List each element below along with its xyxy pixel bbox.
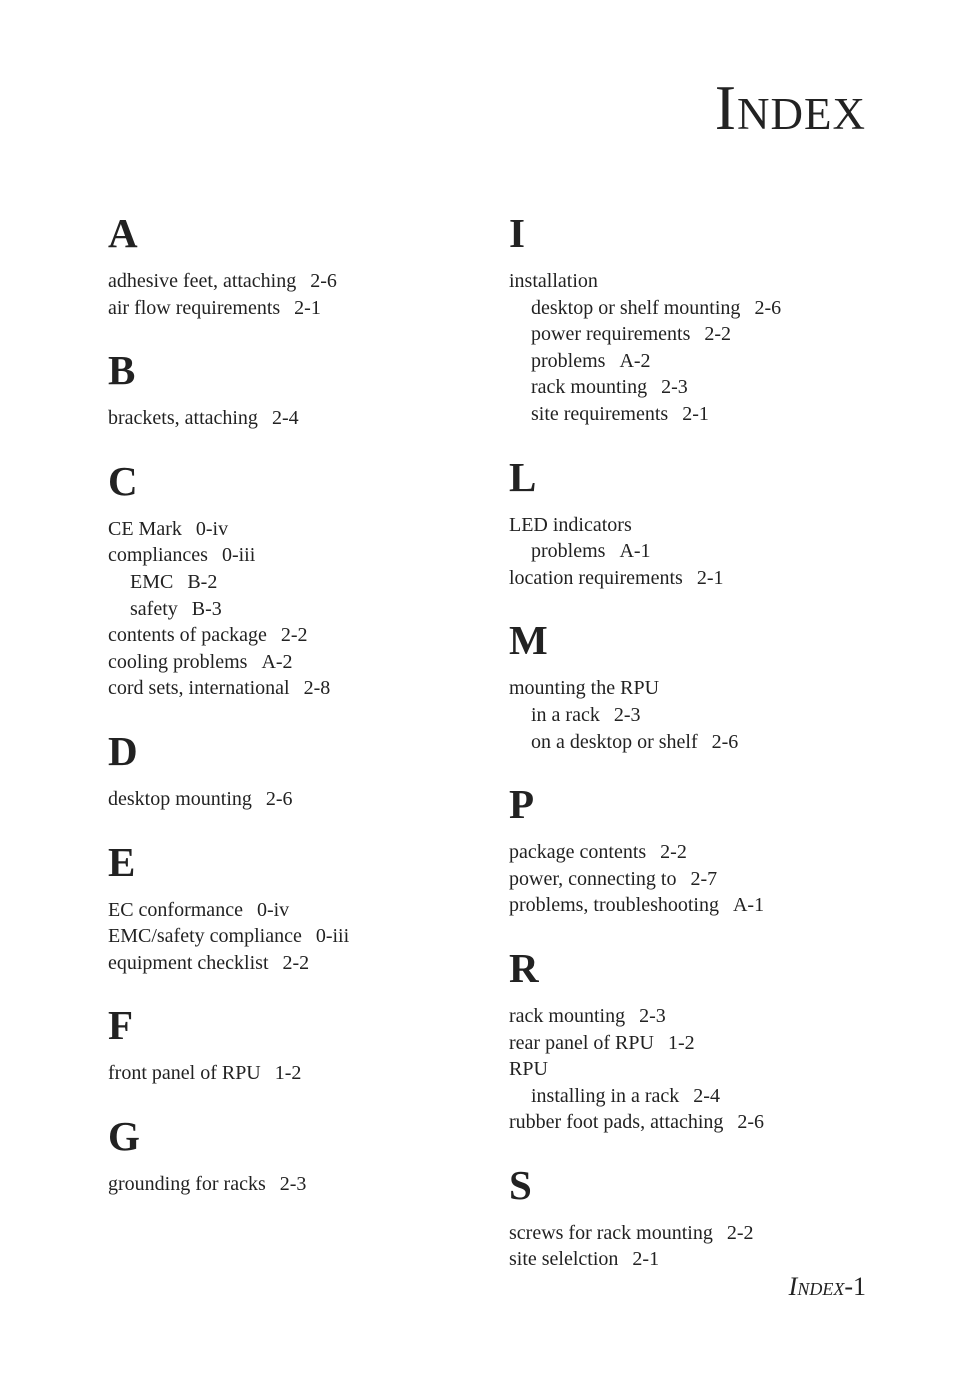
index-entry xyxy=(509,675,869,702)
entry-term: air flow requirements xyxy=(108,296,281,319)
entry-page-ref: 2-2 xyxy=(660,841,687,864)
entry-list xyxy=(509,1220,869,1273)
index-section-m xyxy=(509,615,869,755)
index-subentry xyxy=(509,1083,869,1110)
index-section-e xyxy=(108,837,468,977)
entry-term: desktop or shelf mounting xyxy=(531,296,741,319)
entry-term: site requirements xyxy=(531,402,669,425)
entry-page-ref: A-2 xyxy=(261,650,293,673)
entry-list xyxy=(108,516,468,702)
index-subentry xyxy=(509,374,869,401)
entry-term: cord sets, international xyxy=(108,677,290,700)
entry-page-ref: 0-iv xyxy=(256,898,290,921)
entry-list xyxy=(509,839,869,919)
index-entry xyxy=(108,649,468,676)
entry-term: problems, troubleshooting xyxy=(509,894,719,917)
entry-list xyxy=(509,675,869,755)
entry-page-ref: 2-2 xyxy=(282,951,310,974)
entry-term: EMC xyxy=(130,570,174,593)
index-entry xyxy=(509,268,869,295)
entry-page-ref: 2-4 xyxy=(271,407,299,430)
entry-term: problems xyxy=(531,540,606,563)
entry-page-ref: 2-2 xyxy=(726,1221,754,1244)
section-letter: F xyxy=(108,1002,134,1049)
page-footer xyxy=(789,1272,866,1302)
entry-list xyxy=(509,512,869,592)
index-entry xyxy=(108,923,468,950)
entry-list xyxy=(108,405,468,432)
section-letter: L xyxy=(509,453,537,500)
entry-term: CE Mark xyxy=(108,517,182,540)
entry-page-ref: B-2 xyxy=(187,570,218,593)
entry-term: desktop mounting xyxy=(108,787,252,810)
entry-term: installation xyxy=(509,270,598,292)
index-entry xyxy=(509,839,869,866)
entry-page-ref: 2-6 xyxy=(265,787,293,810)
entry-page-ref: 2-1 xyxy=(294,296,321,319)
footer-page-number: -1 xyxy=(844,1272,866,1301)
entry-term: location requirements xyxy=(509,566,683,589)
index-entry xyxy=(108,405,468,432)
index-entry xyxy=(108,295,468,322)
index-entry xyxy=(509,1220,869,1247)
entry-page-ref: 2-4 xyxy=(693,1084,720,1107)
index-entry xyxy=(108,897,468,924)
index-section-s xyxy=(509,1160,869,1273)
index-section-g xyxy=(108,1111,468,1198)
entry-page-ref: 2-3 xyxy=(639,1004,666,1027)
entry-term: rack mounting xyxy=(509,1004,626,1027)
entry-term: grounding for racks xyxy=(108,1172,266,1195)
index-section-i xyxy=(509,208,869,428)
entry-page-ref: 2-3 xyxy=(661,376,688,399)
entry-term: power, connecting to xyxy=(509,867,677,890)
index-section-p xyxy=(509,779,869,919)
index-subentry xyxy=(509,702,869,729)
entry-term: power requirements xyxy=(531,323,691,346)
entry-page-ref: 2-2 xyxy=(280,624,308,647)
entry-page-ref: 0-iv xyxy=(195,517,229,540)
index-section-c xyxy=(108,456,468,702)
index-entry xyxy=(509,1003,869,1030)
entry-term: on a desktop or shelf xyxy=(531,730,698,753)
index-subentry xyxy=(108,569,468,596)
index-column-left xyxy=(108,208,468,1222)
entry-term: screws for rack mounting xyxy=(509,1221,713,1244)
entry-page-ref: 2-1 xyxy=(696,566,724,589)
entry-page-ref: 2-7 xyxy=(690,867,718,890)
index-entry xyxy=(509,1109,869,1136)
entry-page-ref: 2-3 xyxy=(613,703,641,726)
section-letter: R xyxy=(509,944,539,991)
index-entry xyxy=(108,268,468,295)
section-letter: D xyxy=(108,727,138,774)
entry-page-ref: 2-6 xyxy=(310,270,337,292)
index-entry xyxy=(108,1060,468,1087)
footer-label: Index xyxy=(788,1272,845,1301)
entry-term: safety xyxy=(130,597,178,620)
entry-page-ref: 0-iii xyxy=(221,544,256,567)
index-subentry xyxy=(509,729,869,756)
section-letter: E xyxy=(108,838,136,885)
section-letter: P xyxy=(509,781,535,828)
entry-page-ref: B-3 xyxy=(191,597,222,620)
page-title: Index xyxy=(714,72,866,143)
entry-page-ref: 1-2 xyxy=(667,1031,695,1054)
index-entry xyxy=(108,622,468,649)
index-subentry xyxy=(509,295,869,322)
entry-page-ref: 1-2 xyxy=(274,1062,302,1085)
entry-page-ref: 2-2 xyxy=(704,323,732,346)
index-entry xyxy=(108,542,468,569)
index-entry xyxy=(108,786,468,813)
index-subentry xyxy=(108,596,468,623)
entry-page-ref: A-1 xyxy=(732,894,765,917)
index-subentry xyxy=(509,401,869,428)
entry-term: equipment checklist xyxy=(108,951,269,974)
entry-term: rubber foot pads, attaching xyxy=(509,1111,724,1134)
entry-term: installing in a rack xyxy=(531,1084,680,1107)
entry-term: brackets, attaching xyxy=(108,407,258,430)
entry-page-ref: 2-3 xyxy=(279,1172,307,1195)
index-section-d xyxy=(108,726,468,813)
entry-term: LED indicators xyxy=(509,513,632,536)
entry-page-ref: A-1 xyxy=(619,540,651,563)
index-subentry xyxy=(509,348,869,375)
index-entry xyxy=(509,512,869,539)
entry-page-ref: 0-iii xyxy=(315,925,350,948)
entry-term: rack mounting xyxy=(531,376,648,399)
entry-term: EMC/safety compliance xyxy=(108,925,302,948)
index-entry xyxy=(108,516,468,543)
index-entry xyxy=(509,1246,869,1273)
entry-page-ref: 2-1 xyxy=(632,1248,660,1271)
index-entry xyxy=(509,892,869,919)
entry-list xyxy=(509,268,869,428)
section-letter: B xyxy=(108,347,136,394)
index-column-right xyxy=(509,208,869,1297)
entry-term: adhesive feet, attaching xyxy=(108,270,297,292)
entry-list xyxy=(108,786,468,813)
entry-list xyxy=(108,1060,468,1087)
index-section-l xyxy=(509,452,869,592)
index-entry xyxy=(108,950,468,977)
entry-page-ref: 2-1 xyxy=(682,402,709,425)
index-section-f xyxy=(108,1000,468,1087)
entry-term: front panel of RPU xyxy=(108,1062,261,1085)
section-letter: S xyxy=(509,1161,532,1208)
entry-term: compliances xyxy=(108,544,208,567)
entry-term: rear panel of RPU xyxy=(509,1031,654,1054)
section-letter: M xyxy=(509,617,548,664)
section-letter: G xyxy=(108,1112,140,1159)
index-section-b xyxy=(108,345,468,432)
index-entry xyxy=(509,1030,869,1057)
entry-term: cooling problems xyxy=(108,650,248,673)
entry-list xyxy=(108,268,468,321)
entry-list xyxy=(108,1171,468,1198)
index-entry xyxy=(108,675,468,702)
entry-page-ref: 2-6 xyxy=(711,730,739,753)
index-subentry xyxy=(509,538,869,565)
entry-page-ref: 2-8 xyxy=(303,677,331,700)
entry-term: RPU xyxy=(509,1058,548,1081)
entry-page-ref: 2-6 xyxy=(737,1111,765,1134)
entry-term: problems xyxy=(531,349,606,372)
entry-list xyxy=(509,1003,869,1136)
index-entry xyxy=(509,1056,869,1083)
index-subentry xyxy=(509,321,869,348)
index-entry xyxy=(509,565,869,592)
index-section-r xyxy=(509,943,869,1136)
entry-page-ref: 2-6 xyxy=(754,296,782,319)
index-entry xyxy=(509,866,869,893)
entry-term: contents of package xyxy=(108,624,267,647)
entry-term: site selelction xyxy=(509,1248,619,1271)
entry-term: in a rack xyxy=(531,703,600,726)
entry-term: package contents xyxy=(509,841,647,864)
section-letter: A xyxy=(108,210,138,256)
section-letter: C xyxy=(108,457,138,504)
section-letter: I xyxy=(509,210,525,256)
entry-term: EC conformance xyxy=(108,898,243,921)
index-section-a xyxy=(108,208,468,321)
entry-term: mounting the RPU xyxy=(509,677,660,700)
index-entry xyxy=(108,1171,468,1198)
entry-page-ref: A-2 xyxy=(619,349,651,372)
entry-list xyxy=(108,897,468,977)
